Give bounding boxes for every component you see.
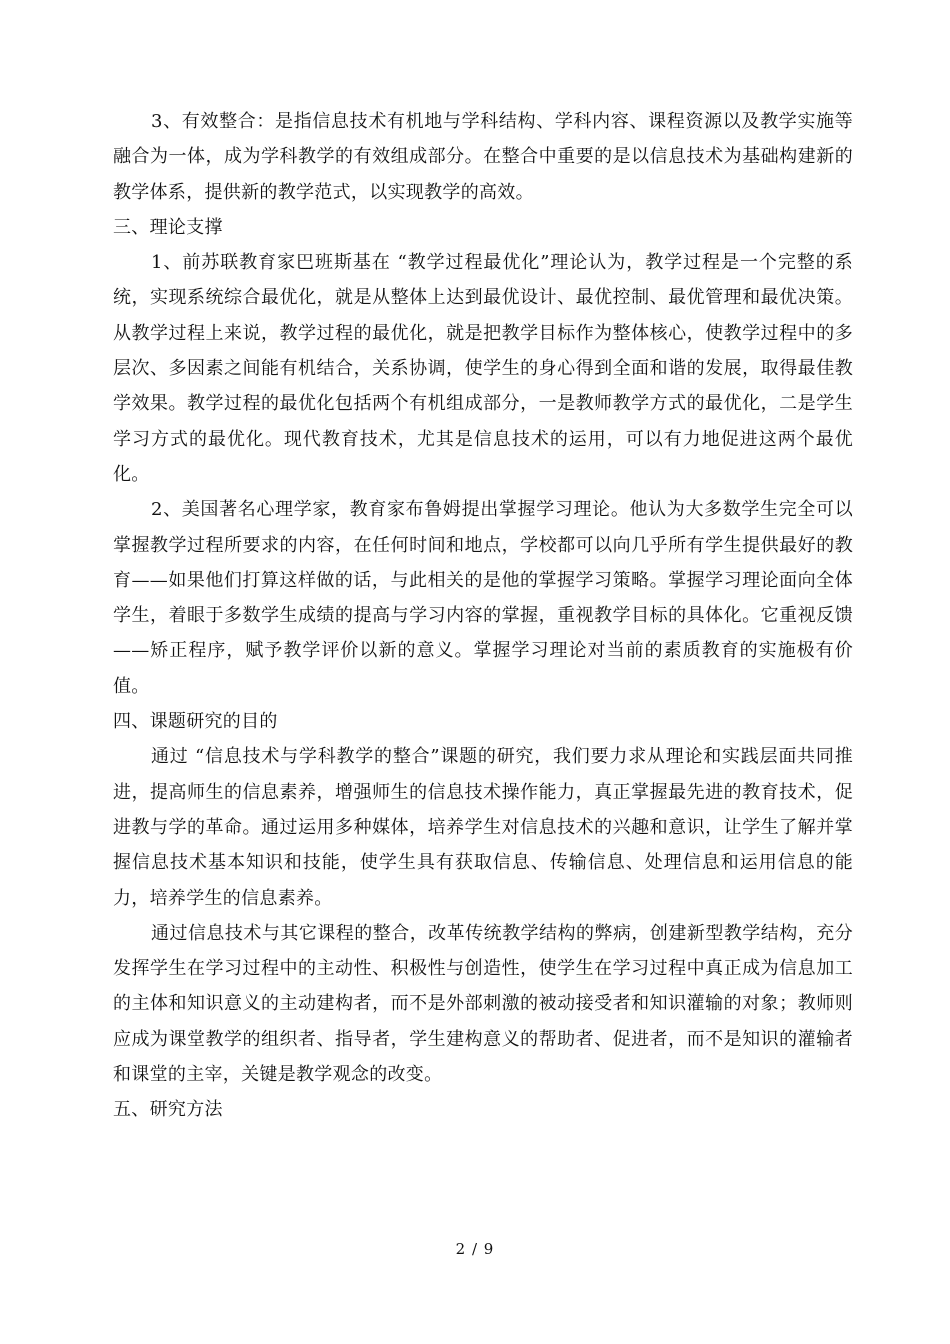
paragraph-purpose-information-literacy: 通过 “信息技术与学科教学的整合”课题的研究，我们要力求从理论和实践层面共同推进，提高师生的信息素养，增强师生的信息技术操作能力，真正掌握最先进的教育技术，促进教与学的革命。通过运用多种媒体，培养学生对信息技术的兴趣和意识，让学生了解并掌握信息技术基本知识和技能，使学生具有获取信息、传输信息、处理信息和运用信息的能力，培养学生的信息素养。 [113, 746, 853, 909]
paragraph-effective-integration: 3、有效整合：是指信息技术有机地与学科结构、学科内容、课程资源以及教学实施等融合为一体，成为学科教学的有效组成部分。在整合中重要的是以信息技术为基础构建新的教学体系，提供新的教学范式，以实现教学的高效。 [113, 111, 853, 203]
section-heading-research-purpose: 四、课题研究的目的 [113, 711, 278, 733]
paragraph-bloom-mastery-learning: 2、美国著名心理学家，教育家布鲁姆提出掌握学习理论。他认为大多数学生完全可以掌握教学过程所要求的内容，在任何时间和地点，学校都可以向几乎所有学生提供最好的教育——如果他们打算这样做的话，与此相关的是他的掌握学习策略。掌握学习理论面向全体学生，着眼于多数学生成绩的提高与学习内容的掌握，重视教学目标的具体化。它重视反馈——矫正程序，赋予教学评价以新的意义。掌握学习理论对当前的素质教育的实施极有价值。 [113, 499, 853, 697]
document-body [113, 104, 853, 1128]
section-heading-theory-support: 三、理论支撑 [113, 216, 223, 238]
paragraph-purpose-teaching-structure: 通过信息技术与其它课程的整合，改革传统教学结构的弊病，创建新型教学结构，充分发挥学生在学习过程中的主动性、积极性与创造性，使学生在学习过程中真正成为信息加工的主体和知识意义的主动建构者，而不是外部刺激的被动接受者和知识灌输的对象；教师则应成为课堂教学的组织者、指导者，学生建构意义的帮助者、促进者，而不是知识的灌输者和课堂的主宰，关键是教学观念的改变。 [113, 922, 853, 1086]
page-number: 2 / 9 [455, 1240, 495, 1258]
paragraph-babansky-theory: 1、前苏联教育家巴班斯基在 “教学过程最优化”理论认为，教学过程是一个完整的系统，实现系统综合最优化，就是从整体上达到最优设计、最优控制、最优管理和最优决策。从教学过程上来说，教学过程的最优化，就是把教学目标作为整体核心，使教学过程中的多层次、多因素之间能有机结合，关系协调，使学生的身心得到全面和谐的发展，取得最佳教学效果。教学过程的最优化包括两个有机组成部分，一是教师教学方式的最优化，二是学生学习方式的最优化。现代教育技术，尤其是信息技术的运用，可以有力地促进这两个最优化。 [113, 252, 853, 485]
section-heading-research-methods: 五、研究方法 [113, 1099, 223, 1121]
